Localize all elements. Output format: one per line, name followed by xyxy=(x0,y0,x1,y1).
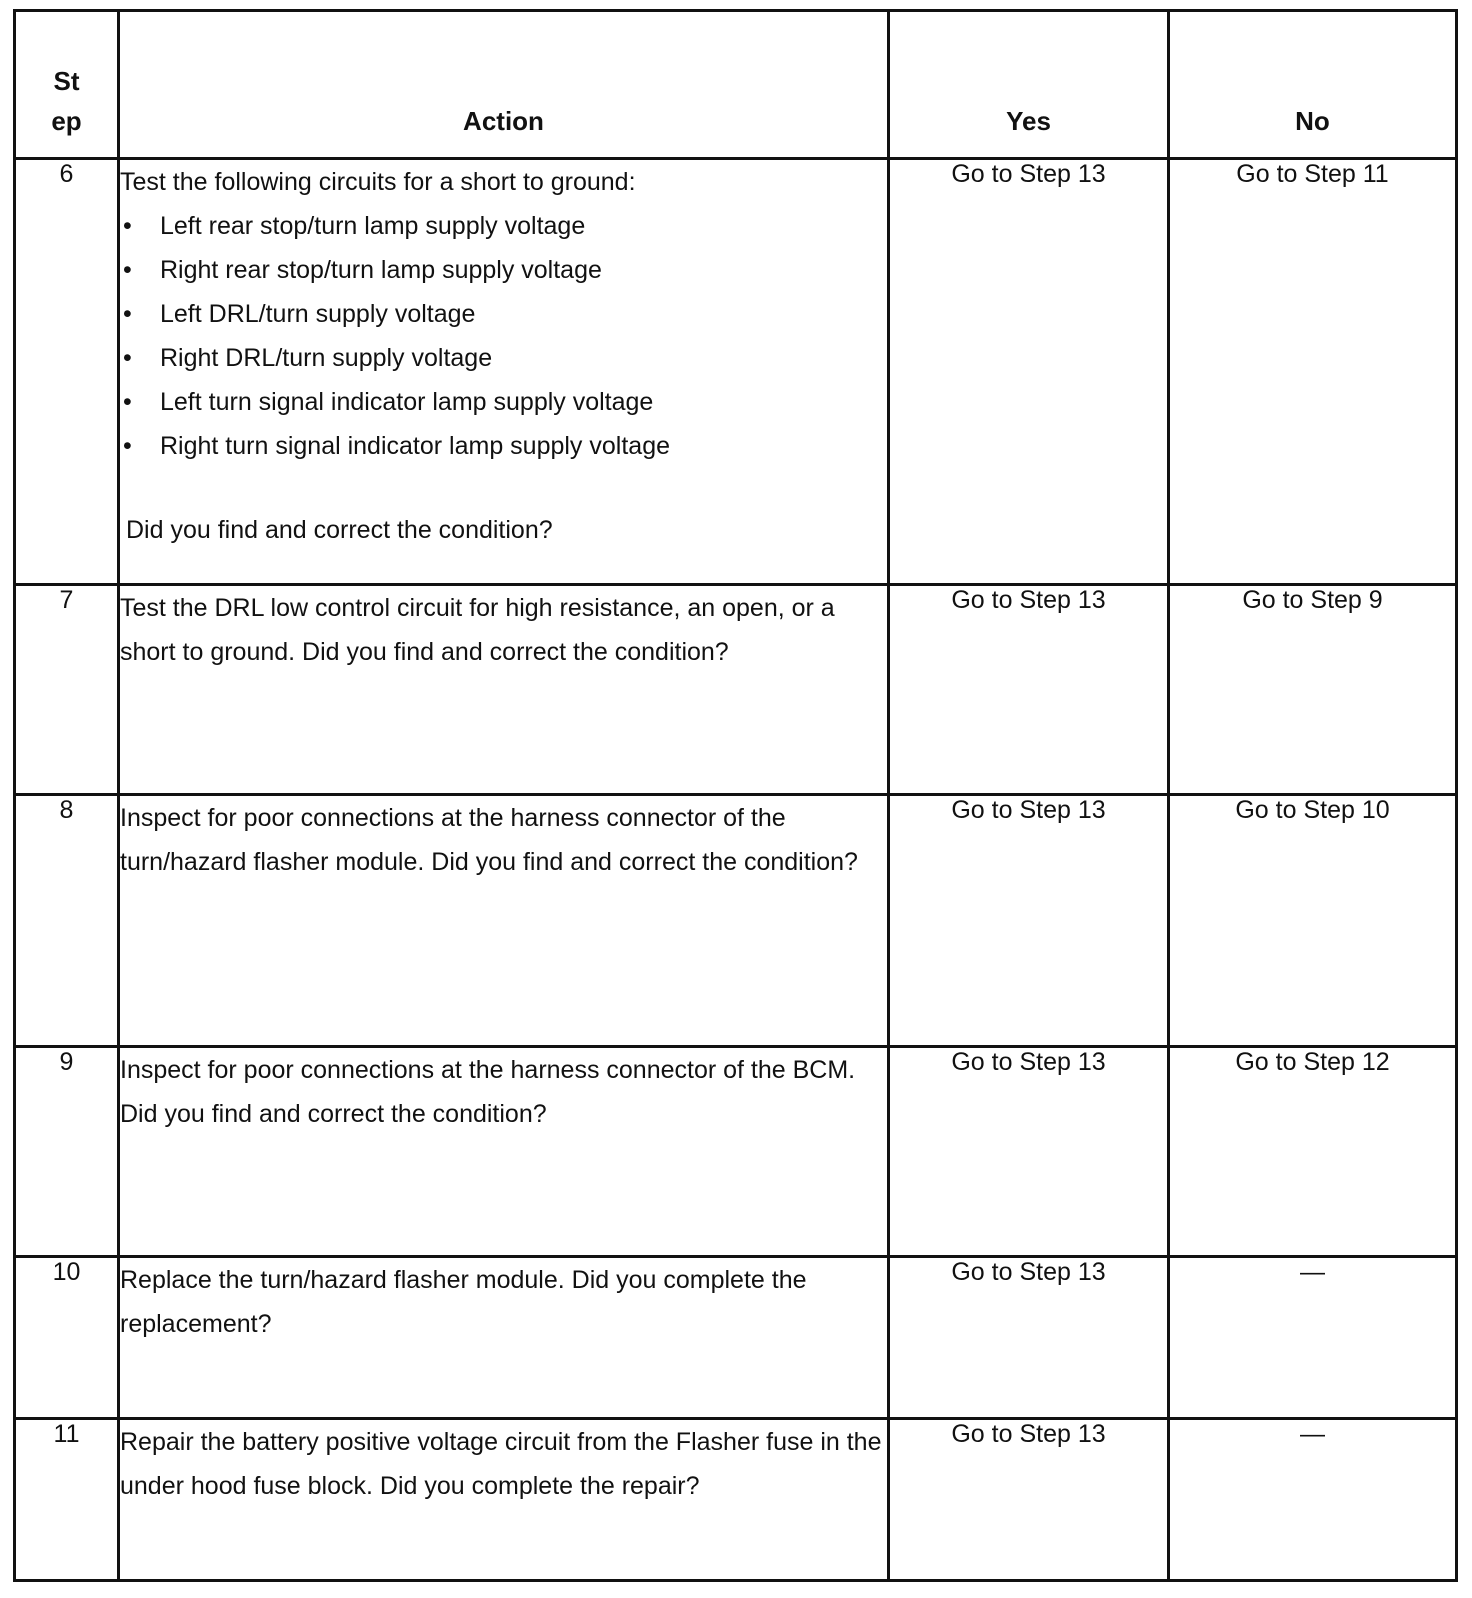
header-no: No xyxy=(1169,11,1457,159)
header-yes: Yes xyxy=(889,11,1169,159)
list-item: • Right DRL/turn supply voltage xyxy=(120,336,887,380)
yes-result: Go to Step 13 xyxy=(889,1047,1169,1257)
step-number: 9 xyxy=(15,1047,119,1257)
action-cell: Repair the battery positive voltage circuit from the Flasher fuse in the under hood fuse block. Did you complete the repair? xyxy=(119,1419,889,1581)
diagnostic-table xyxy=(13,9,1458,1582)
action-cell xyxy=(119,159,889,585)
step-number: 11 xyxy=(15,1419,119,1581)
no-result: Go to Step 10 xyxy=(1169,795,1457,1047)
list-item: • Left rear stop/turn lamp supply voltage xyxy=(120,204,887,248)
yes-result: Go to Step 13 xyxy=(889,159,1169,585)
step-number: 8 xyxy=(15,795,119,1047)
table-row xyxy=(15,1047,1457,1257)
step-number: 10 xyxy=(15,1257,119,1419)
list-item: • Left turn signal indicator lamp supply voltage xyxy=(120,380,887,424)
no-result: — xyxy=(1169,1257,1457,1419)
list-item: • Left DRL/turn supply voltage xyxy=(120,292,887,336)
table-row xyxy=(15,1419,1457,1581)
action-cell: Inspect for poor connections at the harness connector of the turn/hazard flasher module. Did you find and correct the condition? xyxy=(119,795,889,1047)
header-action: Action xyxy=(119,11,889,159)
list-item: • Right turn signal indicator lamp supply voltage xyxy=(120,424,887,468)
no-result: Go to Step 11 xyxy=(1169,159,1457,585)
table-row xyxy=(15,585,1457,795)
header-row xyxy=(15,11,1457,159)
header-step: St ep xyxy=(15,11,119,159)
yes-result: Go to Step 13 xyxy=(889,1257,1169,1419)
action-cell: Inspect for poor connections at the harness connector of the BCM. Did you find and correct the condition? xyxy=(119,1047,889,1257)
no-result: Go to Step 9 xyxy=(1169,585,1457,795)
yes-result: Go to Step 13 xyxy=(889,585,1169,795)
step-number: 6 xyxy=(15,159,119,585)
yes-result: Go to Step 13 xyxy=(889,795,1169,1047)
action-question: Did you find and correct the condition? xyxy=(126,516,553,544)
action-intro: Test the following circuits for a short to ground: xyxy=(120,168,636,196)
list-item: • Right rear stop/turn lamp supply voltage xyxy=(120,248,887,292)
table-row xyxy=(15,1257,1457,1419)
action-cell: Replace the turn/hazard flasher module. Did you complete the replacement? xyxy=(119,1257,889,1419)
circuit-list xyxy=(120,204,887,468)
no-result: — xyxy=(1169,1419,1457,1581)
no-result: Go to Step 12 xyxy=(1169,1047,1457,1257)
action-cell: Test the DRL low control circuit for high resistance, an open, or a short to ground. Did you find and correct the condition? xyxy=(119,585,889,795)
table-row xyxy=(15,795,1457,1047)
step-number: 7 xyxy=(15,585,119,795)
yes-result: Go to Step 13 xyxy=(889,1419,1169,1581)
table-row xyxy=(15,159,1457,585)
